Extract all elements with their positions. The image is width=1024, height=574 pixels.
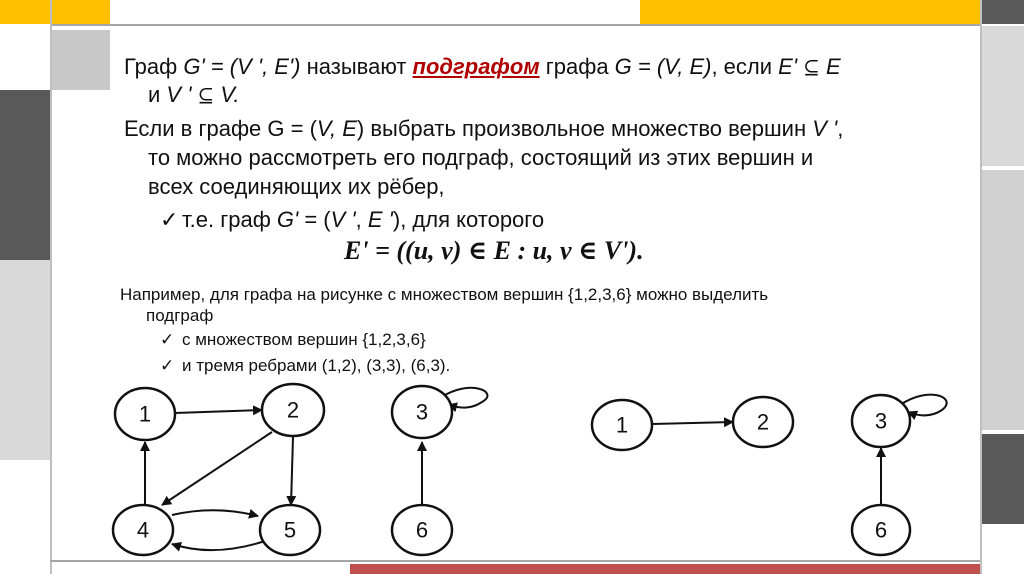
text-l3d: V ' <box>812 116 838 141</box>
node-4-label: 4 <box>136 517 150 543</box>
node-6-label: 6 <box>415 517 429 543</box>
edge-2-4 <box>162 432 272 505</box>
sub-node-1-label: 1 <box>615 412 629 438</box>
term-subgraph: подграфом <box>412 54 540 79</box>
node-5-label: 5 <box>283 517 297 543</box>
text-l6b: G' <box>276 207 299 232</box>
subset-symbol: ⊆ <box>803 55 820 79</box>
text-graf: Граф <box>124 54 184 79</box>
check-icon: ✓ <box>160 356 175 375</box>
text-l6e: , <box>355 207 368 232</box>
text-v-prime: V ' <box>166 82 198 107</box>
text-l6a: т.е. граф <box>182 207 277 232</box>
paragraph-line-4: то можно рассмотреть его подграф, состоящий из этих вершин и <box>148 145 814 170</box>
node-1-label: 1 <box>138 401 152 427</box>
text-l6g: ), для которого <box>392 207 545 232</box>
text-l3b: V, E <box>316 116 357 141</box>
text-grafa: графа <box>539 54 615 79</box>
text-graph-notation: G = (V, E) <box>614 54 712 79</box>
sub-node-2-label: 2 <box>756 409 770 435</box>
check-icon: ✓ <box>160 207 179 232</box>
text-subgraph-notation: G' = (V ', E') <box>183 54 301 79</box>
edge-5-4 <box>172 540 268 550</box>
text-i: и <box>148 82 167 107</box>
text-esli: , если <box>711 54 779 79</box>
text-l6d: V ' <box>330 207 356 232</box>
sub-node-3-label: 3 <box>874 408 888 434</box>
text-l3e: , <box>837 116 844 141</box>
example-line-1: Например, для графа на рисунке с множеством вершин {1,2,3,6} можно выделить <box>120 285 769 304</box>
text-p4: и тремя ребрами (1,2), (3,3), (6,3). <box>182 356 451 375</box>
sub-edge-1-2 <box>652 422 733 424</box>
paragraph-line-5: всех соединяющих их рёбер, <box>148 174 445 199</box>
text-l3a: Если в графе G = ( <box>124 116 317 141</box>
edge-4-5 <box>172 510 258 516</box>
text-l6c: = ( <box>298 207 331 232</box>
text-nazyvayut: называют <box>300 54 413 79</box>
check-icon: ✓ <box>160 330 175 349</box>
edge-1-2 <box>175 410 262 413</box>
subset-symbol-2: ⊆ <box>197 83 215 107</box>
text-p3: с множеством вершин {1,2,3,6} <box>182 330 426 349</box>
text-e-prime: E' <box>778 54 804 79</box>
text-v: V. <box>214 82 240 107</box>
node-2-label: 2 <box>286 397 300 423</box>
node-3-label: 3 <box>415 399 429 425</box>
example-line-2: подграф <box>146 306 214 325</box>
text-l6f: E ' <box>367 207 393 232</box>
formula: E' = ((u, v) ∈ E : u, v ∈ V'). <box>344 236 644 265</box>
sub-node-6-label: 6 <box>874 517 888 543</box>
text-l3c: ) выбрать произвольное множество вершин <box>356 116 813 141</box>
text-e: E <box>819 54 841 79</box>
edge-2-5 <box>291 437 293 505</box>
